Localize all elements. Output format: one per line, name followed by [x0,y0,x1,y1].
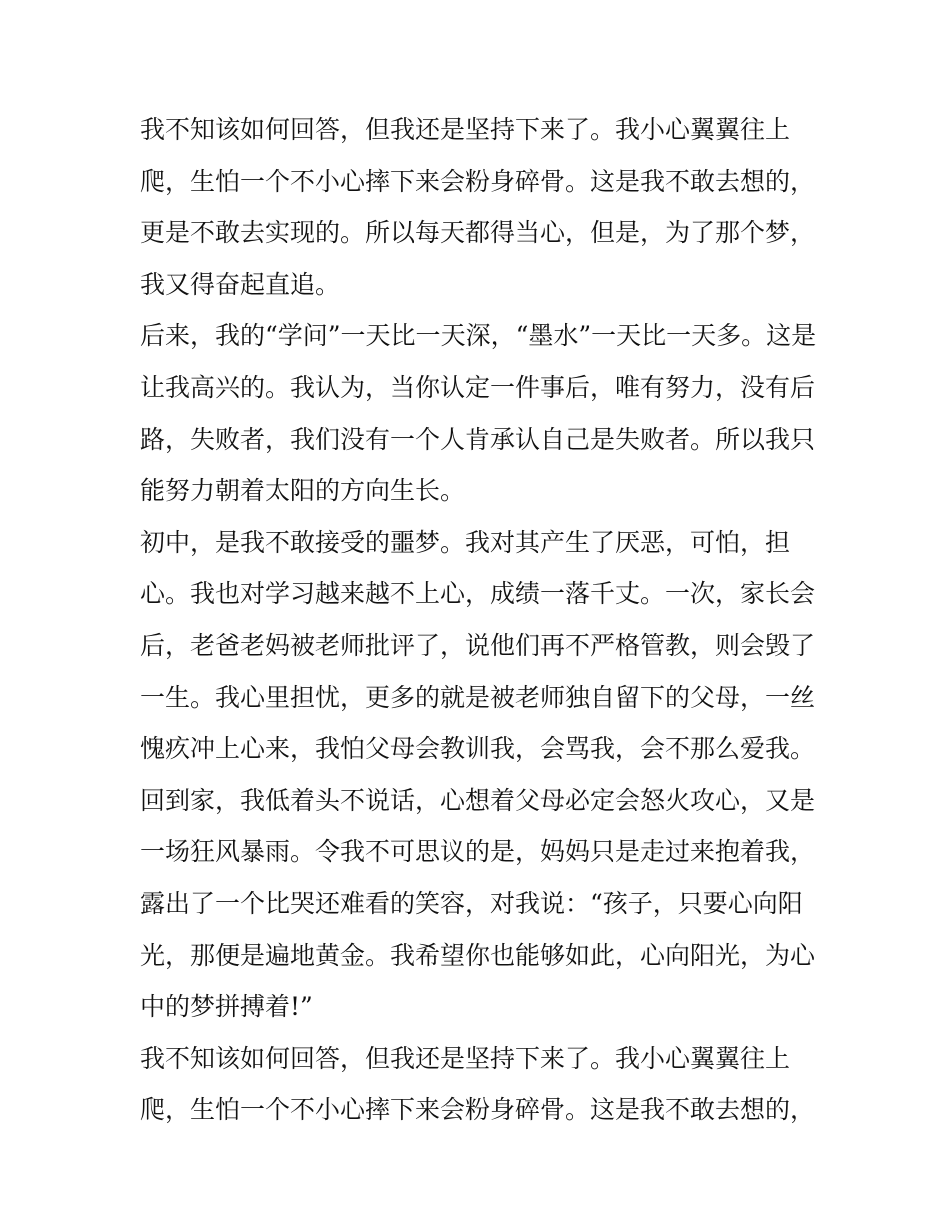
text-line-5: 后来，我的“学问”一天比一天深，“墨水”一天比一天多。这是 [140,321,817,351]
text-line-17: 光，那便是遍地黄金。我希望你也能够如此，心向阳光，为心 [140,940,816,970]
text-line-19: 我不知该如何回答，但我还是坚持下来了。我小心翼翼往上 [140,1043,791,1073]
text-line-9: 初中，是我不敢接受的噩梦。我对其产生了厌恶，可怕，担 [140,527,791,557]
text-line-10: 心。我也对学习越来越不上心，成绩一落千丈。一次，家长会 [140,579,816,609]
text-line-18: 中的梦拼搏着!” [140,992,313,1022]
text-line-13: 愧疚冲上心来，我怕父母会教训我，会骂我，会不那么爱我。 [140,734,816,764]
text-line-12: 一生。我心里担忧，更多的就是被老师独自留下的父母，一丝 [140,682,816,712]
text-line-2: 爬，生怕一个不小心摔下来会粉身碎骨。这是我不敢去想的， [140,166,816,196]
text-line-11: 后，老爸老妈被老师批评了，说他们再不严格管教，则会毁了 [140,630,816,660]
text-line-6: 让我高兴的。我认为，当你认定一件事后，唯有努力，没有后 [140,372,816,402]
text-line-15: 一场狂风暴雨。令我不可思议的是，妈妈只是走过来抱着我， [140,837,816,867]
text-line-3: 更是不敢去实现的。所以每天都得当心，但是，为了那个梦， [140,218,816,248]
text-line-20: 爬，生怕一个不小心摔下来会粉身碎骨。这是我不敢去想的， [140,1095,816,1125]
text-line-7: 路，失败者，我们没有一个人肯承认自己是失败者。所以我只 [140,424,816,454]
text-line-14: 回到家，我低着头不说话，心想着父母必定会怒火攻心，又是 [140,785,816,815]
text-line-1: 我不知该如何回答，但我还是坚持下来了。我小心翼翼往上 [140,115,791,144]
text-line-16: 露出了一个比哭还难看的笑容，对我说：“孩子，只要心向阳 [140,888,803,918]
text-line-8: 能努力朝着太阳的方向生长。 [140,476,466,506]
text-line-4: 我又得奋起直追。 [140,269,341,299]
document-body [140,104,820,1136]
